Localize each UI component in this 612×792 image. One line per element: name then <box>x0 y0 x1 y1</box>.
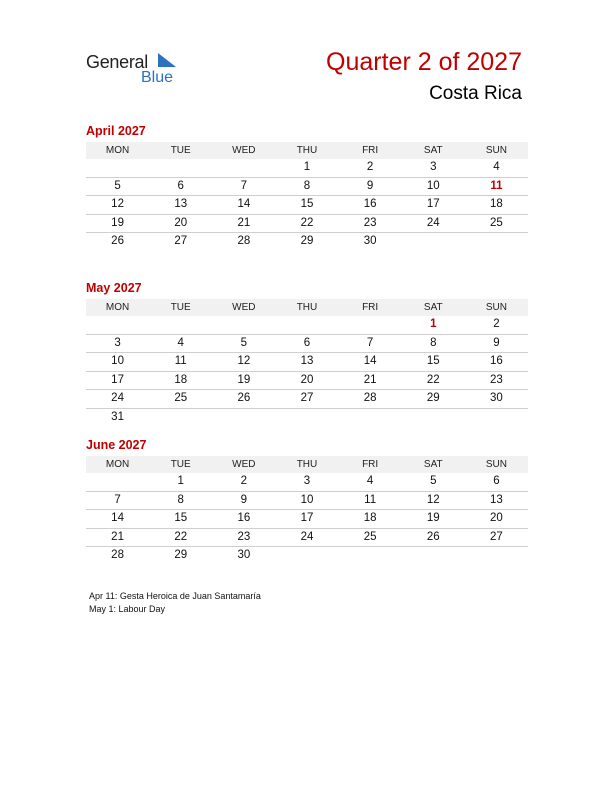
day-cell: 7 <box>366 336 374 349</box>
day-cell: 3 <box>303 475 311 487</box>
day-cell: 17 <box>426 198 440 210</box>
day-cell: 6 <box>493 475 500 487</box>
week-row <box>86 159 528 178</box>
week-row <box>86 196 528 215</box>
day-cell: 23 <box>363 216 377 229</box>
week-row <box>86 529 528 548</box>
day-cell: 2 <box>240 475 248 487</box>
day-cell: 2 <box>366 161 374 173</box>
day-cell: 15 <box>174 512 188 524</box>
day-cell: 10 <box>300 493 314 506</box>
week-row <box>86 473 528 492</box>
day-cell <box>339 316 402 334</box>
week-row <box>86 316 528 335</box>
day-cell: 27 <box>490 530 503 543</box>
day-cell: 21 <box>111 530 124 543</box>
month-title: April 2027 <box>86 124 146 138</box>
weekday-label: WED <box>232 145 256 156</box>
weekday-label: WED <box>232 459 256 470</box>
day-cell: 23 <box>490 373 503 386</box>
day-cell <box>402 409 465 427</box>
day-cell: 14 <box>363 355 377 367</box>
day-cell: 5 <box>114 179 121 192</box>
day-cell: 19 <box>111 216 124 229</box>
day-cell: 17 <box>111 373 124 386</box>
day-cell: 15 <box>300 198 314 210</box>
day-cell <box>402 547 465 565</box>
day-cell: 15 <box>426 355 440 367</box>
day-cell: 24 <box>111 392 124 404</box>
day-cell: 13 <box>490 493 503 506</box>
day-cell: 30 <box>237 549 251 561</box>
day-cell: 26 <box>237 392 251 404</box>
day-cell: 16 <box>490 355 503 367</box>
day-cell: 7 <box>240 179 248 192</box>
day-cell: 25 <box>174 392 188 404</box>
day-cell: 17 <box>300 512 314 524</box>
week-row <box>86 409 528 427</box>
day-cell: 9 <box>493 336 500 349</box>
day-cell: 4 <box>177 336 184 349</box>
week-row <box>86 510 528 529</box>
day-cell: 21 <box>237 216 251 229</box>
holiday-notes <box>89 590 261 616</box>
day-cell <box>465 233 528 251</box>
weekday-label: THU <box>296 459 318 470</box>
weekday-label: FRI <box>362 145 379 156</box>
day-cell: 8 <box>303 179 311 192</box>
day-cell: 3 <box>114 336 121 349</box>
day-cell <box>86 159 149 177</box>
logo-general-text: General <box>86 52 148 72</box>
week-row <box>86 492 528 511</box>
day-cell: 20 <box>174 216 188 229</box>
day-cell: 28 <box>363 392 377 404</box>
day-cell: 1 <box>177 475 184 487</box>
day-cell <box>275 409 338 427</box>
day-cell: 6 <box>303 336 311 349</box>
month-title: June 2027 <box>86 438 147 452</box>
weekday-label: SUN <box>485 145 507 156</box>
day-cell <box>212 409 275 427</box>
day-cell <box>212 316 275 334</box>
weekday-label: THU <box>296 145 318 156</box>
day-cell: 20 <box>300 373 314 386</box>
day-cell <box>339 547 402 565</box>
day-cell: 8 <box>177 493 184 506</box>
day-cell: 18 <box>363 512 377 524</box>
weekday-label: THU <box>296 302 318 313</box>
weekday-label: SUN <box>485 302 507 313</box>
day-cell: 14 <box>237 198 251 210</box>
day-cell: 26 <box>111 235 124 247</box>
holiday-note: May 1: Labour Day <box>89 604 166 614</box>
day-cell: 27 <box>300 392 314 404</box>
weekday-label: WED <box>232 302 256 313</box>
weekday-header <box>86 142 528 159</box>
day-cell: 28 <box>237 235 251 247</box>
generalblue-logo <box>86 50 186 90</box>
holiday-note: Apr 11: Gesta Heroica de Juan Santamaría <box>89 591 261 601</box>
week-row <box>86 353 528 372</box>
weekday-label: SUN <box>485 459 507 470</box>
weekday-label: SAT <box>423 302 443 313</box>
weekday-label: TUE <box>170 302 191 313</box>
week-row <box>86 372 528 391</box>
day-cell: 10 <box>426 179 440 192</box>
day-cell: 23 <box>237 530 251 543</box>
week-row <box>86 215 528 234</box>
day-cell: 12 <box>111 198 124 210</box>
day-cell: 1 <box>430 318 437 330</box>
month-may <box>86 279 528 426</box>
country-name: Costa Rica <box>429 83 522 104</box>
day-cell <box>275 316 338 334</box>
day-cell: 13 <box>174 198 188 210</box>
day-cell: 28 <box>111 549 124 561</box>
week-rows <box>86 316 528 426</box>
day-cell <box>465 547 528 565</box>
weekday-label: FRI <box>362 459 379 470</box>
logo-blue-text: Blue <box>141 69 174 86</box>
day-cell: 24 <box>426 216 440 229</box>
day-cell: 12 <box>237 355 251 367</box>
weekday-header <box>86 299 528 316</box>
day-cell: 19 <box>237 373 251 386</box>
day-cell: 29 <box>174 549 188 561</box>
page-title: Quarter 2 of 2027 <box>326 48 522 76</box>
weekday-label: SAT <box>423 145 443 156</box>
week-row <box>86 547 528 565</box>
week-row <box>86 233 528 251</box>
week-row <box>86 335 528 354</box>
day-cell: 26 <box>426 530 440 543</box>
day-cell: 19 <box>426 512 440 524</box>
day-cell: 16 <box>363 198 377 210</box>
day-cell <box>212 159 275 177</box>
day-cell: 13 <box>300 355 314 367</box>
weekday-label: SAT <box>423 459 443 470</box>
day-cell: 24 <box>300 530 314 543</box>
day-cell <box>149 159 212 177</box>
day-cell: 11 <box>174 355 187 367</box>
day-cell: 5 <box>430 475 437 487</box>
weekday-label: FRI <box>362 302 379 313</box>
day-cell: 6 <box>177 179 184 192</box>
day-cell: 1 <box>303 161 311 173</box>
day-cell: 4 <box>366 475 374 487</box>
day-cell: 31 <box>111 410 124 423</box>
day-cell <box>339 409 402 427</box>
day-cell: 21 <box>363 373 377 386</box>
weekday-label: TUE <box>170 145 191 156</box>
day-cell <box>402 233 465 251</box>
day-cell: 3 <box>430 161 437 173</box>
day-cell: 16 <box>237 512 251 524</box>
day-cell: 14 <box>111 512 124 524</box>
day-cell: 25 <box>363 530 377 543</box>
month-title: May 2027 <box>86 281 142 295</box>
week-rows <box>86 159 528 251</box>
month-june <box>86 436 528 565</box>
day-cell: 18 <box>174 373 188 386</box>
day-cell <box>86 316 149 334</box>
day-cell <box>465 409 528 427</box>
week-row <box>86 390 528 409</box>
day-cell: 30 <box>363 235 377 247</box>
day-cell: 22 <box>426 373 440 386</box>
day-cell: 9 <box>240 493 248 506</box>
day-cell <box>275 547 338 565</box>
day-cell: 20 <box>490 512 503 524</box>
day-cell: 27 <box>174 235 188 247</box>
day-cell: 5 <box>240 336 248 349</box>
day-cell: 8 <box>430 336 437 349</box>
weekday-label: TUE <box>170 459 191 470</box>
day-cell: 22 <box>300 216 314 229</box>
weekday-label: MON <box>105 459 130 470</box>
day-cell: 29 <box>300 235 314 247</box>
day-cell: 22 <box>174 530 188 543</box>
weekday-label: MON <box>105 302 130 313</box>
week-row <box>86 178 528 197</box>
day-cell: 7 <box>114 493 121 506</box>
day-cell: 2 <box>493 318 500 330</box>
day-cell <box>149 409 212 427</box>
day-cell <box>86 473 149 491</box>
day-cell: 25 <box>490 216 503 229</box>
day-cell: 12 <box>426 493 440 506</box>
weekday-header <box>86 456 528 473</box>
day-cell: 9 <box>366 179 374 192</box>
day-cell: 11 <box>364 493 377 506</box>
day-cell: 11 <box>490 179 503 192</box>
day-cell: 18 <box>490 198 503 210</box>
day-cell: 29 <box>426 392 440 404</box>
day-cell: 4 <box>493 161 500 173</box>
logo-flag-icon <box>158 53 176 69</box>
month-april <box>86 122 528 251</box>
week-rows <box>86 473 528 565</box>
day-cell: 10 <box>111 355 124 367</box>
weekday-label: MON <box>105 145 130 156</box>
day-cell <box>149 316 212 334</box>
day-cell: 30 <box>490 392 503 404</box>
